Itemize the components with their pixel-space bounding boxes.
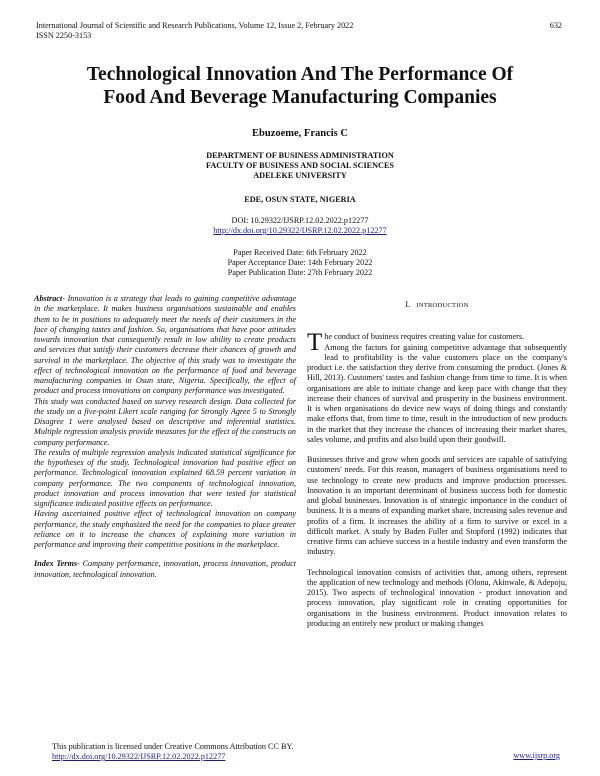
department: DEPARTMENT OF BUSINESS ADMINISTRATION — [206, 151, 394, 160]
author-name: Ebuzoeme, Francis C — [252, 128, 348, 139]
doi-label: DOI: 10.29322/IJSRP.12.02.2022.p12277 — [231, 216, 369, 225]
page-number: 632 — [549, 21, 562, 30]
received-date: Paper Received Date: 6th February 2022 — [233, 248, 367, 257]
journal-name: International Journal of Scientific and Research Publications, Volume 12, Issue 2, February 2022 — [36, 21, 354, 30]
doi-link[interactable]: http://dx.doi.org/10.29322/IJSRP.12.02.2022.p12277 — [213, 226, 387, 235]
issn: ISSN 2250-3153 — [36, 31, 92, 40]
intro-paragraph-3: Technological innovation consists of activities that, among others, represent the application of new technology and methods (Olonu, Akinwale, & Adepoju, 2015). Two aspects of technological innovation - product innovation and process innovation, play significant role in creating opportunities for organisations in the business environment. Product innovation relates to producing an entirely new product or making changes — [307, 567, 567, 628]
acceptance-date: Paper Acceptance Date: 14th February 2022 — [227, 258, 373, 268]
paper-dates — [40, 248, 560, 279]
footer-doi-link[interactable]: http://dx.doi.org/10.29322/IJSRP.12.02.2022.p12277 — [52, 752, 226, 761]
title-line-2: Food And Beverage Manufacturing Companies — [103, 87, 497, 108]
abstract-paragraph-1: Abstract- Innovation is a strategy that leads to gaining competitive advantage in the marketplace. It makes business organisations sustainable and enables them to be in positions to adequately meet the needs of their customers in the face of changing tastes and fashion. So, organisations that have poor attitudes towards innovation that consequently result in low ability to create products and services that satisfy their customers decrease their chances of growth and survival in the marketplace. The objective of this study was to investigate the effect of technological innovation on the performance of food and beverage manufacturing companies in Osun state, Nigeria. Specifically, the effect of product and process innovations on company performance was investigated. — [34, 294, 296, 396]
affiliation — [40, 151, 560, 182]
title-line-1: Technological Innovation And The Performance Of — [86, 64, 514, 85]
abstract-column — [34, 294, 296, 580]
paper-title — [40, 63, 560, 109]
abstract-paragraph-3: The results of multiple regression analysis indicated statistical significance for the hypotheses of the study. Technological innovation had positive effect on performance. Technological innovation explained 68.59 percent variation in company performance. The two components of technological innovation, product innovation and process innovation that were tested for statistical significance indicated positive effects on performance. — [34, 447, 296, 508]
footer-site — [513, 751, 560, 760]
intro-paragraph-2: Businesses thrive and grow when goods and services are capable of satisfying customers' needs. For this reason, managers of business organisations need to use technology to create new products and improve production processes. Innovation is an important determinant of business success both for domestic and global businesses. Innovation is of strategic importance in the conduct of business. It is a means of expanding market share, increasing sales revenue and profits of a firm. It increases the ability of a firm to survive or excel in a difficult market. A study by Baden Fuller and Stopford (1992) indicates that creative firms can achieve success in a hostile industry and even transform the industry. — [307, 455, 567, 557]
index-terms: Index Terms- Company performance, innovation, process innovation, product innovation, technological innovation. — [34, 559, 296, 579]
site-link[interactable]: www.ijsrp.org — [513, 751, 560, 760]
introduction-column — [307, 300, 567, 629]
abstract-paragraph-2: This study was conducted based on survey research design. Data collected for the study on a five-point Likert scale ranging for Strongly Agree 5 to Strongly Disagree 1 were analysed based on descriptive and inferential statistics. Multiple regression analysis provide measures for the effect of the constructs on company performance. — [34, 396, 296, 447]
license-text: This publication is licensed under Creative Commons Attribution CC BY. — [52, 742, 294, 751]
doi-block — [40, 216, 560, 236]
intro-paragraph-1: The conduct of business requires creating value for customers. Among the factors for gaining competitive advantage that subsequently lead to profitability is the value customers place on the company's product i.e. the satisfaction they derive from consuming the product. (Jones & Hill, 2013). Customers' tastes and fashion change from time to time. It is when organisations are able to initiate change and keep pace with change that they increase their chances of survival and prosperity in the business environment. It is when organisations do device new ways of doing things and constantly make efforts that, from time to time, result in the introduction of new products in the market that they increase the chances of increasing their market shares, sales volume, and profits and also build upon their goodwill. — [307, 329, 567, 444]
abstract-label: Abstract- — [34, 294, 65, 303]
running-header — [36, 21, 353, 41]
university: ADELEKE UNIVERSITY — [253, 171, 347, 181]
publication-date: Paper Publication Date: 27th February 2022 — [227, 268, 373, 278]
faculty: FACULTY OF BUSINESS AND SOCIAL SCIENCES — [206, 161, 394, 171]
location: EDE, OSUN STATE, NIGERIA — [244, 195, 356, 204]
footer-license — [52, 742, 293, 762]
abstract-paragraph-4: Having ascertained positive effect of technological innovation on company performance, the study emphasized the need for the companies to place greater reliance on it to increase the chances of explaining more variation in performance and improving their competitive positions in the marketplace. — [34, 509, 296, 549]
section-title: INTRODUCTION — [416, 302, 469, 309]
section-heading: I. INTRODUCTION — [405, 300, 469, 309]
index-terms-label: Index Terms — [34, 559, 78, 569]
drop-cap: T — [307, 329, 323, 357]
